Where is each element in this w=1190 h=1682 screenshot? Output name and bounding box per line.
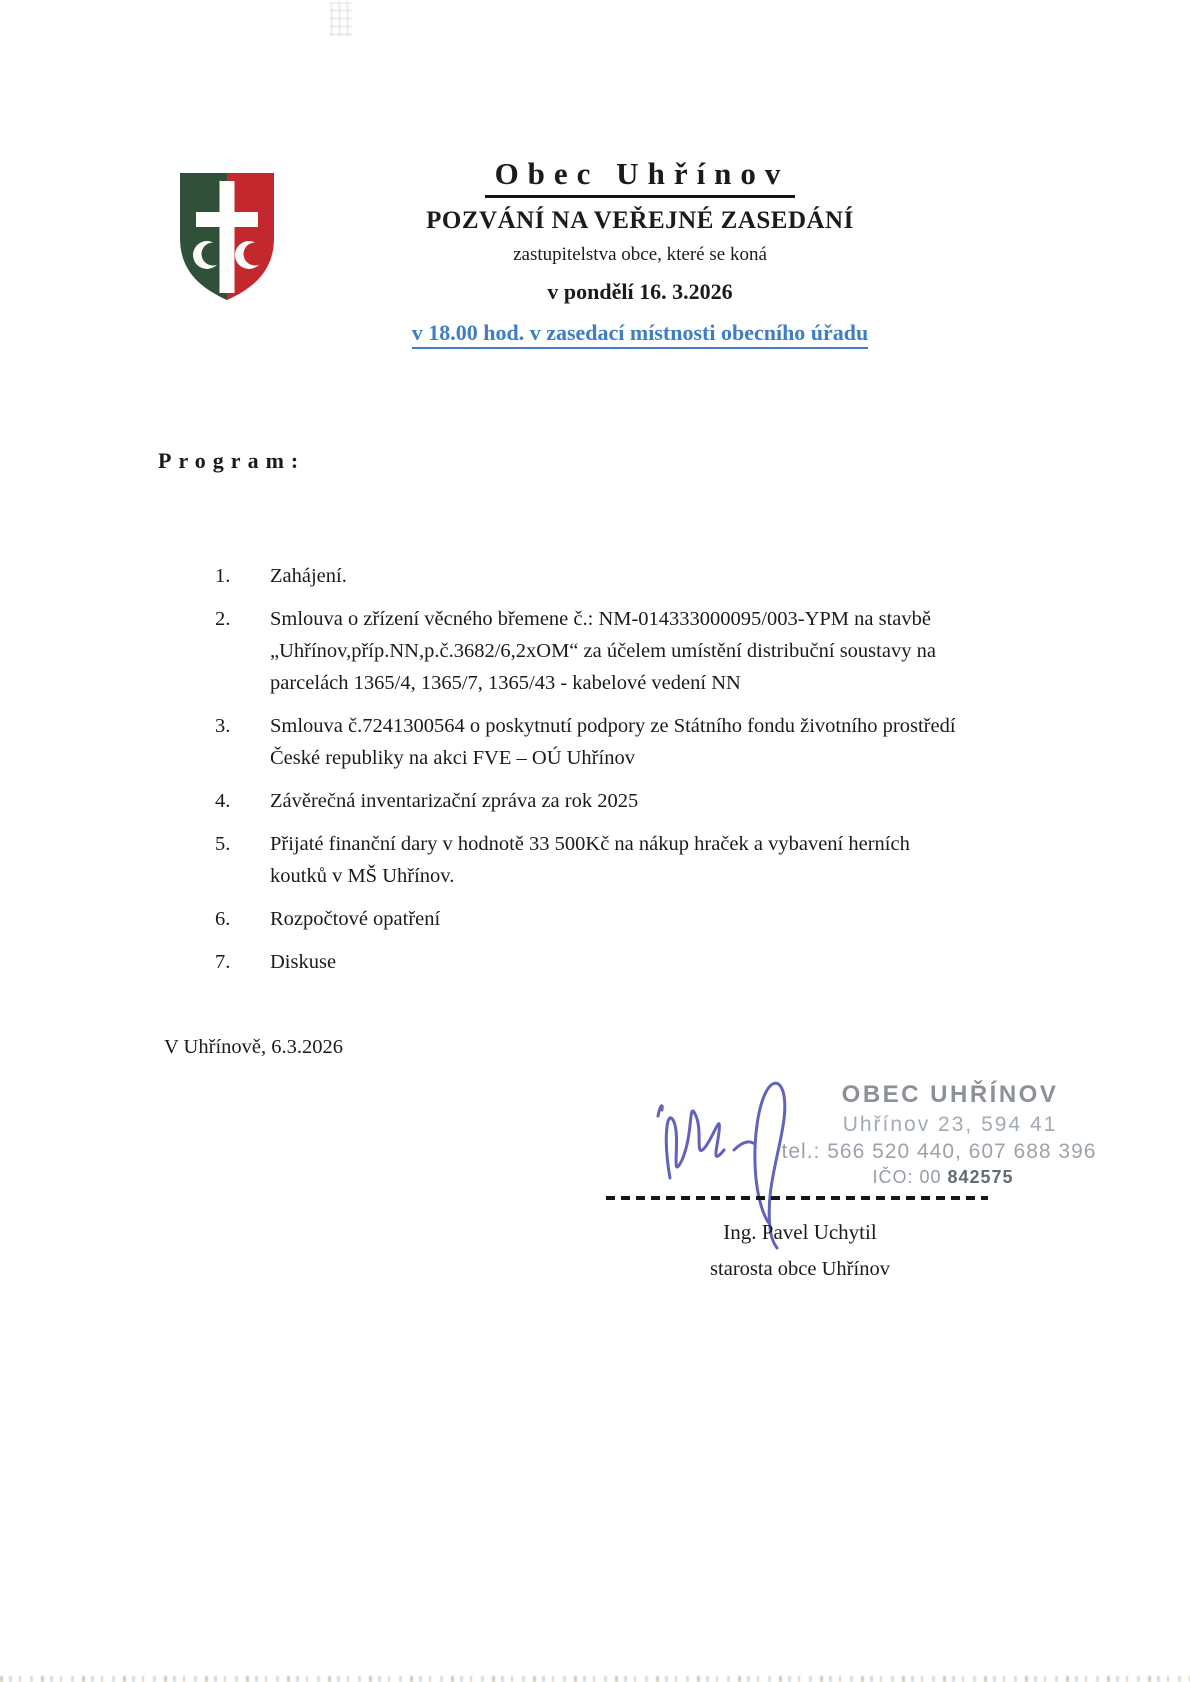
item-text: Rozpočtové opatření [270, 908, 441, 930]
item-text: Smlouva o zřízení věcného břemene č.: NM-014333000095/003-YPM na stavbě „Uhřínov,příp.NN,p.č.3682/6,2xOM“ za účelem umístění distribuční soustavy na parcelách 1365/4, 1365/7, 1365/43 - kabelové vedení NN [270, 608, 936, 694]
item-text: Přijaté finanční dary v hodnotě 33 500Kč na nákup hraček a vybavení herních koutků v MŠ Uhřínov. [270, 833, 910, 887]
scan-noise-strip [0, 1676, 1190, 1682]
place-and-date: V Uhřínově, 6.3.2026 [164, 1036, 343, 1058]
stamp-address: Uhřínov 23, 594 41 [842, 1112, 1058, 1136]
signature-line [606, 1196, 988, 1200]
signer-role: starosta obce Uhřínov [710, 1258, 890, 1280]
program-heading: Program: [158, 448, 306, 473]
list-item [215, 710, 960, 774]
program-list [215, 560, 960, 989]
item-number: 2. [215, 608, 231, 630]
item-text: Závěrečná inventarizační zpráva za rok 2025 [270, 790, 639, 812]
list-item [215, 903, 960, 935]
item-number: 1. [215, 565, 231, 587]
item-number: 3. [215, 715, 231, 737]
list-item [215, 603, 960, 699]
item-number: 6. [215, 908, 231, 930]
document-header [320, 156, 960, 346]
coat-of-arms-icon [176, 170, 278, 303]
signer-name: Ing. Pavel Uchytil [723, 1220, 877, 1244]
stamp-ico: IČO: 00 842575 [872, 1167, 1014, 1188]
org-name-title: Obec Uhřínov [485, 156, 796, 198]
invitation-title: POZVÁNÍ NA VEŘEJNÉ ZASEDÁNÍ [426, 207, 854, 234]
stamp-phone: tel.: 566 520 440, 607 688 396 [781, 1140, 1097, 1164]
item-number: 5. [215, 833, 231, 855]
item-text: Smlouva č.7241300564 o poskytnutí podpory ze Státního fondu životního prostředí České republiky na akci FVE – OÚ Uhřínov [270, 715, 956, 769]
meeting-time-place: v 18.00 hod. v zasedací místnosti obecního úřadu [320, 320, 960, 346]
invitation-subtitle: zastupitelstva obce, které se koná [513, 244, 767, 265]
item-text: Diskuse [270, 951, 337, 973]
item-text: Zahájení. [270, 565, 347, 587]
item-number: 4. [215, 790, 231, 812]
stamp-org-name: OBEC UHŘÍNOV [841, 1081, 1059, 1108]
list-item [215, 560, 960, 592]
scan-artifact [330, 2, 352, 36]
meeting-date: v pondělí 16. 3.2026 [547, 279, 733, 304]
list-item [215, 828, 960, 892]
list-item [215, 785, 960, 817]
list-item [215, 946, 960, 978]
item-number: 7. [215, 951, 231, 973]
